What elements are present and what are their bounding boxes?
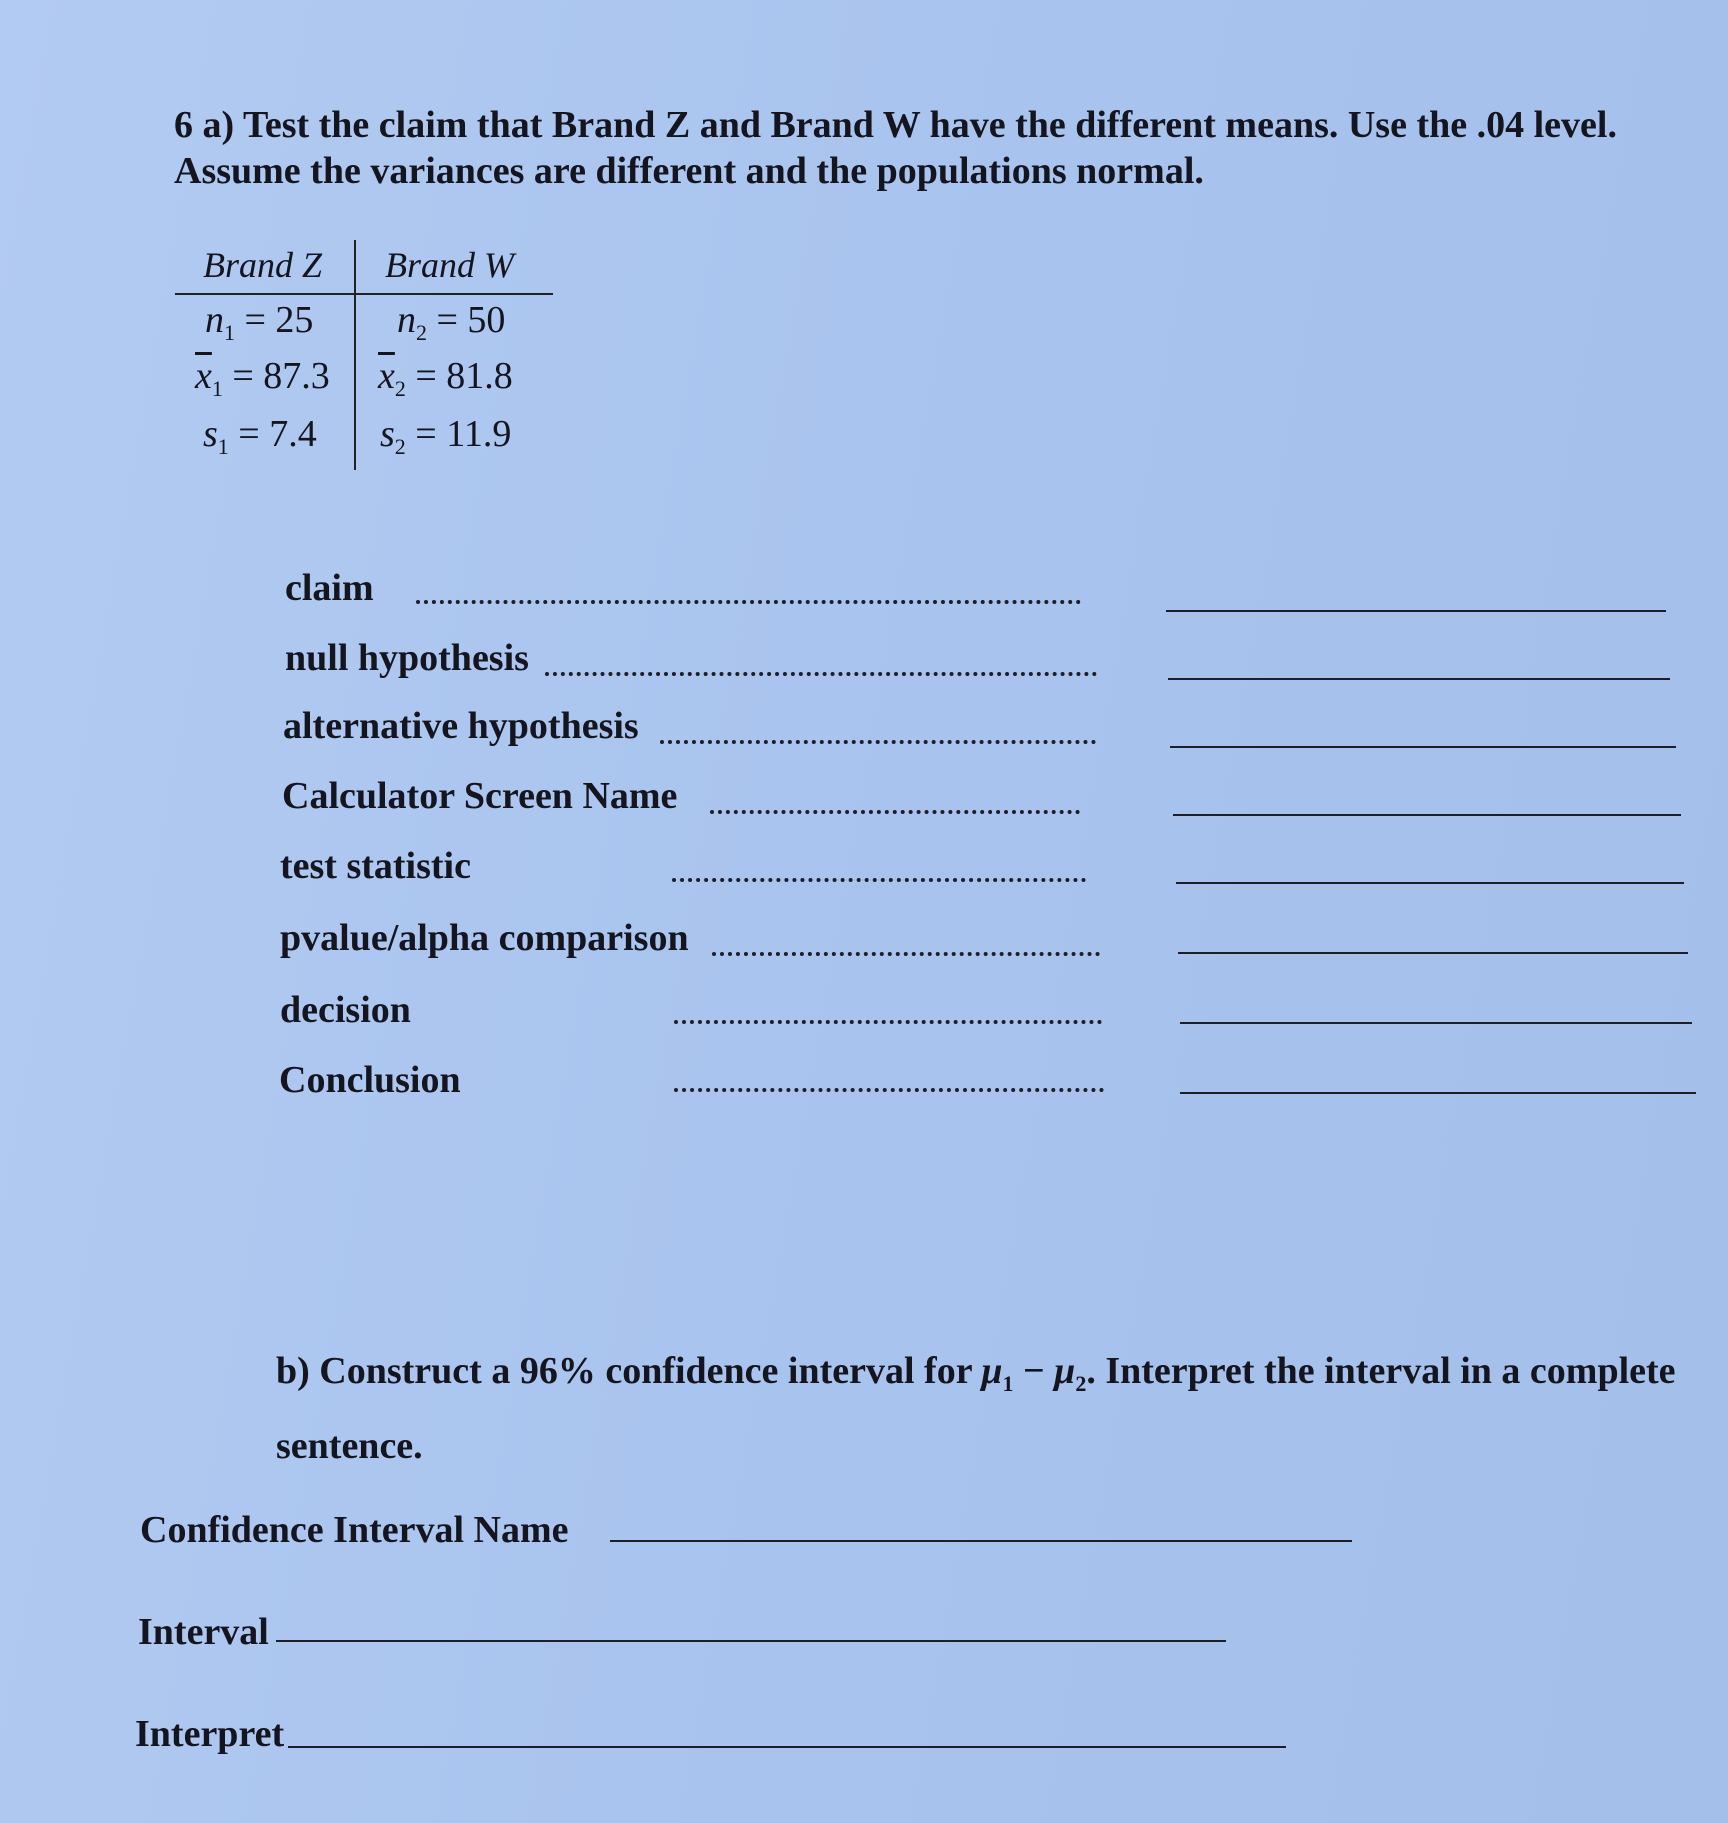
label-interval: Interval [138, 1611, 269, 1653]
question-a-text: 6 a) Test the claim that Brand Z and Brand W have the different means. Use the .04 level. Assume the variances are different and the populations normal. [174, 104, 1617, 192]
dotted-leader [672, 878, 1086, 882]
cell-z-n: $n_1 = 25$ [205, 299, 314, 345]
answer-blank-alternative-hypothesis[interactable] [1170, 746, 1676, 748]
label-decision: decision [280, 989, 411, 1031]
label-calculator-screen-name: Calculator Screen Name [282, 775, 678, 817]
header-brand-w: Brand W [385, 245, 514, 285]
answer-blank-pvalue-alpha[interactable] [1178, 952, 1688, 954]
answer-blank-calculator-screen-name[interactable] [1173, 814, 1681, 816]
dotted-leader [545, 672, 1097, 676]
question-b-text: b) Construct a 96% confidence interval for $\mu_1 - \mu_2$. Interpret the interval in a complete sentence. [276, 1350, 1676, 1467]
label-claim: claim [285, 567, 374, 609]
data-table [175, 240, 553, 470]
label-test-statistic: test statistic [280, 845, 471, 887]
answer-blank-interval[interactable] [276, 1640, 1226, 1642]
dotted-leader [712, 952, 1100, 956]
label-confidence-interval-name: Confidence Interval Name [140, 1509, 569, 1551]
cell-w-mean: $\overline{x}_2 = 81.8$ [378, 355, 513, 401]
answer-blank-test-statistic[interactable] [1176, 882, 1684, 884]
answer-blank-conclusion[interactable] [1180, 1092, 1696, 1094]
dotted-leader [416, 600, 1081, 604]
label-null-hypothesis: null hypothesis [285, 637, 529, 679]
dotted-leader [660, 740, 1096, 744]
cell-z-mean: $\overline{x}_1 = 87.3$ [195, 355, 330, 401]
label-interpret: Interpret [135, 1713, 285, 1755]
cell-w-n: $n_2 = 50$ [397, 299, 506, 345]
answer-blank-decision[interactable] [1180, 1022, 1692, 1024]
label-pvalue-alpha-comparison: pvalue/alpha comparison [280, 917, 689, 959]
dotted-leader [674, 1020, 1102, 1024]
cell-z-sd: $s_1 = 7.4$ [203, 413, 317, 459]
answer-blank-claim[interactable] [1166, 610, 1666, 612]
dotted-leader [710, 810, 1080, 814]
cell-w-sd: $s_2 = 11.9$ [380, 413, 512, 459]
table-header-rule [175, 293, 553, 295]
dotted-leader [674, 1088, 1104, 1092]
answer-blank-null-hypothesis[interactable] [1168, 678, 1670, 680]
label-alternative-hypothesis: alternative hypothesis [283, 705, 639, 747]
header-brand-z: Brand Z [203, 245, 323, 285]
label-conclusion: Conclusion [279, 1059, 461, 1101]
answer-blank-interpret[interactable] [288, 1746, 1286, 1748]
table-vertical-rule [354, 240, 356, 470]
answer-blank-ci-name[interactable] [610, 1540, 1352, 1542]
